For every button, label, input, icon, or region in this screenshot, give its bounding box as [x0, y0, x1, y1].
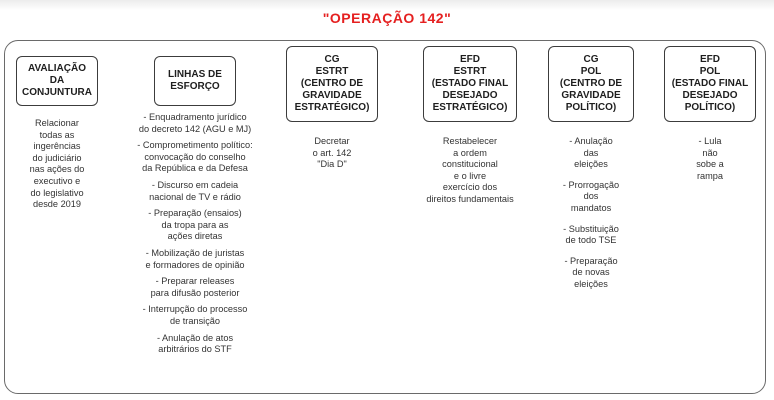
list-item: - Prorrogação dos mandatos: [562, 179, 620, 213]
column-linhas-esforco: [128, 46, 262, 356]
list-item: - Mobilização de juristas e formadores de opinião: [145, 247, 245, 270]
list-item: - Discurso em cadeia nacional de TV e rádio: [149, 179, 241, 202]
list-item: - Preparação (ensaios) da tropa para as ações diretas: [148, 208, 242, 242]
list-item: - Interrupção do processo de transição: [142, 304, 248, 326]
body-cg-estrategico: Decretar o art. 142 "Dia D": [312, 136, 352, 170]
list-cg-politico: [548, 136, 634, 291]
header-cg-estrategico: CG ESTRT (CENTRO DE GRAVIDADE ESTRATÉGICO): [286, 46, 378, 122]
body-efd-politico: - Lula não sobe a rampa: [696, 136, 724, 181]
header-linhas-esforco: LINHAS DE ESFORÇO: [154, 56, 236, 106]
header-efd-politico: EFD POL (ESTADO FINAL DESEJADO POLÍTICO): [664, 46, 756, 122]
list-item: - Anulação das eleições: [569, 136, 613, 170]
diagram-frame: [4, 40, 766, 394]
body-efd-estrategico: Restabelecer a ordem constitucional e o livre exercício dos direitos fundamentais: [426, 136, 514, 204]
column-cg-politico: [548, 46, 634, 291]
list-item: - Anulação de atos arbitrários do STF: [156, 332, 234, 355]
list-linhas-esforco: [128, 112, 262, 356]
column-cg-estrategico: [286, 46, 378, 171]
diagram-title: "OPERAÇÃO 142": [322, 10, 452, 26]
header-efd-estrategico: EFD ESTRT (ESTADO FINAL DESEJADO ESTRATÉGICO): [423, 46, 517, 122]
list-item: - Substituição de todo TSE: [563, 223, 619, 246]
list-item: - Enquadramento jurídico do decreto 142 (AGU e MJ): [138, 112, 252, 134]
column-avaliacao: [16, 46, 98, 211]
column-efd-estrategico: [414, 46, 526, 206]
list-item: - Preparação de novas eleições: [564, 255, 618, 289]
header-cg-politico: CG POL (CENTRO DE GRAVIDADE POLÍTICO): [548, 46, 634, 122]
list-item: - Comprometimento político: convocação do conselho da República e da Defesa: [137, 140, 253, 174]
column-efd-politico: [664, 46, 756, 182]
body-avaliacao-conjuntura: Relacionar todas as ingerências do judiciário nas ações do executivo e do legislativo desde 2019: [29, 118, 85, 210]
header-avaliacao-conjuntura: AVALIAÇÃO DA CONJUNTURA: [16, 56, 98, 106]
top-band: [0, 0, 774, 10]
list-item: - Preparar releases para difusão posterior: [150, 276, 240, 298]
